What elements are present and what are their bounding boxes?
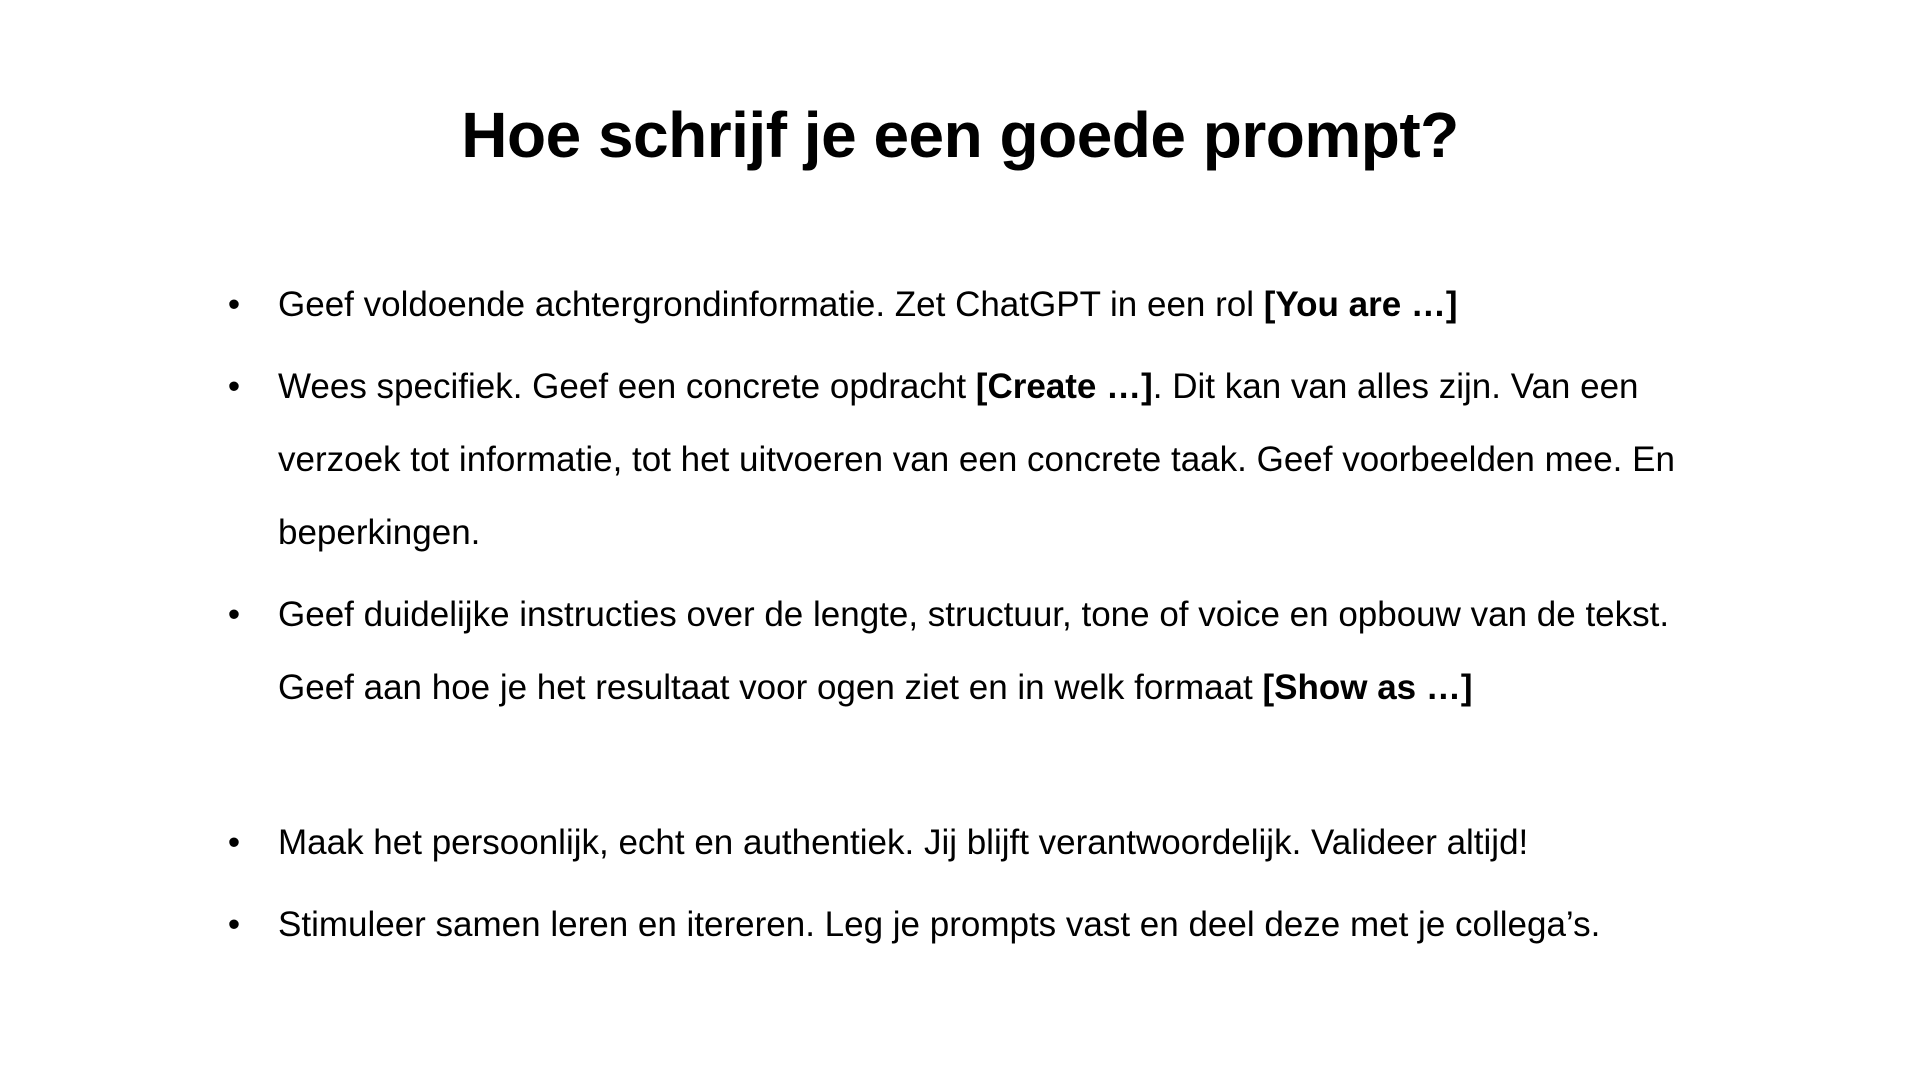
bullet-icon: •: [227, 905, 241, 944]
bullet-item-collaborate: [214, 888, 1714, 961]
bullet-icon: •: [227, 595, 241, 634]
bullet-icon: •: [227, 285, 241, 324]
bullet-text: Wees specifiek. Geef een concrete opdracht: [278, 367, 976, 406]
bullet-keyword: [You are …]: [1263, 285, 1458, 324]
bullet-text: Maak het persoonlijk, echt en authentiek. Jij blijft verantwoordelijk. Valideer altijd!: [278, 823, 1529, 862]
bullet-text: Stimuleer samen leren en itereren. Leg je prompts vast en deel deze met je collega’s.: [278, 905, 1601, 944]
bullet-keyword: [Create …]: [975, 367, 1153, 406]
bullet-text: Geef duidelijke instructies over de lengte, structuur, tone of voice en opbouw van de tekst. Geef aan hoe je het resultaat voor ogen ziet en in welk formaat: [278, 595, 1670, 707]
bullet-item-personal: [214, 806, 1714, 879]
bullet-item-specific: [214, 350, 1714, 569]
bullet-list: [214, 268, 1714, 970]
bullet-item-background: [214, 268, 1714, 341]
bullet-text: Geef voldoende achtergrondinformatie. Zet ChatGPT in een rol: [278, 285, 1264, 324]
bullet-text-after: . Dit kan van alles zijn. Van een verzoek tot informatie, tot het uitvoeren van een concrete taak. Geef voorbeelden mee. En beperkingen.: [278, 367, 1675, 552]
slide-title: Hoe schrijf je een goede prompt?: [461, 99, 1459, 171]
bullet-icon: •: [227, 823, 241, 862]
bullet-item-instructions: [214, 578, 1714, 724]
bullet-icon: •: [227, 367, 241, 406]
bullet-keyword: [Show as …]: [1262, 668, 1473, 707]
